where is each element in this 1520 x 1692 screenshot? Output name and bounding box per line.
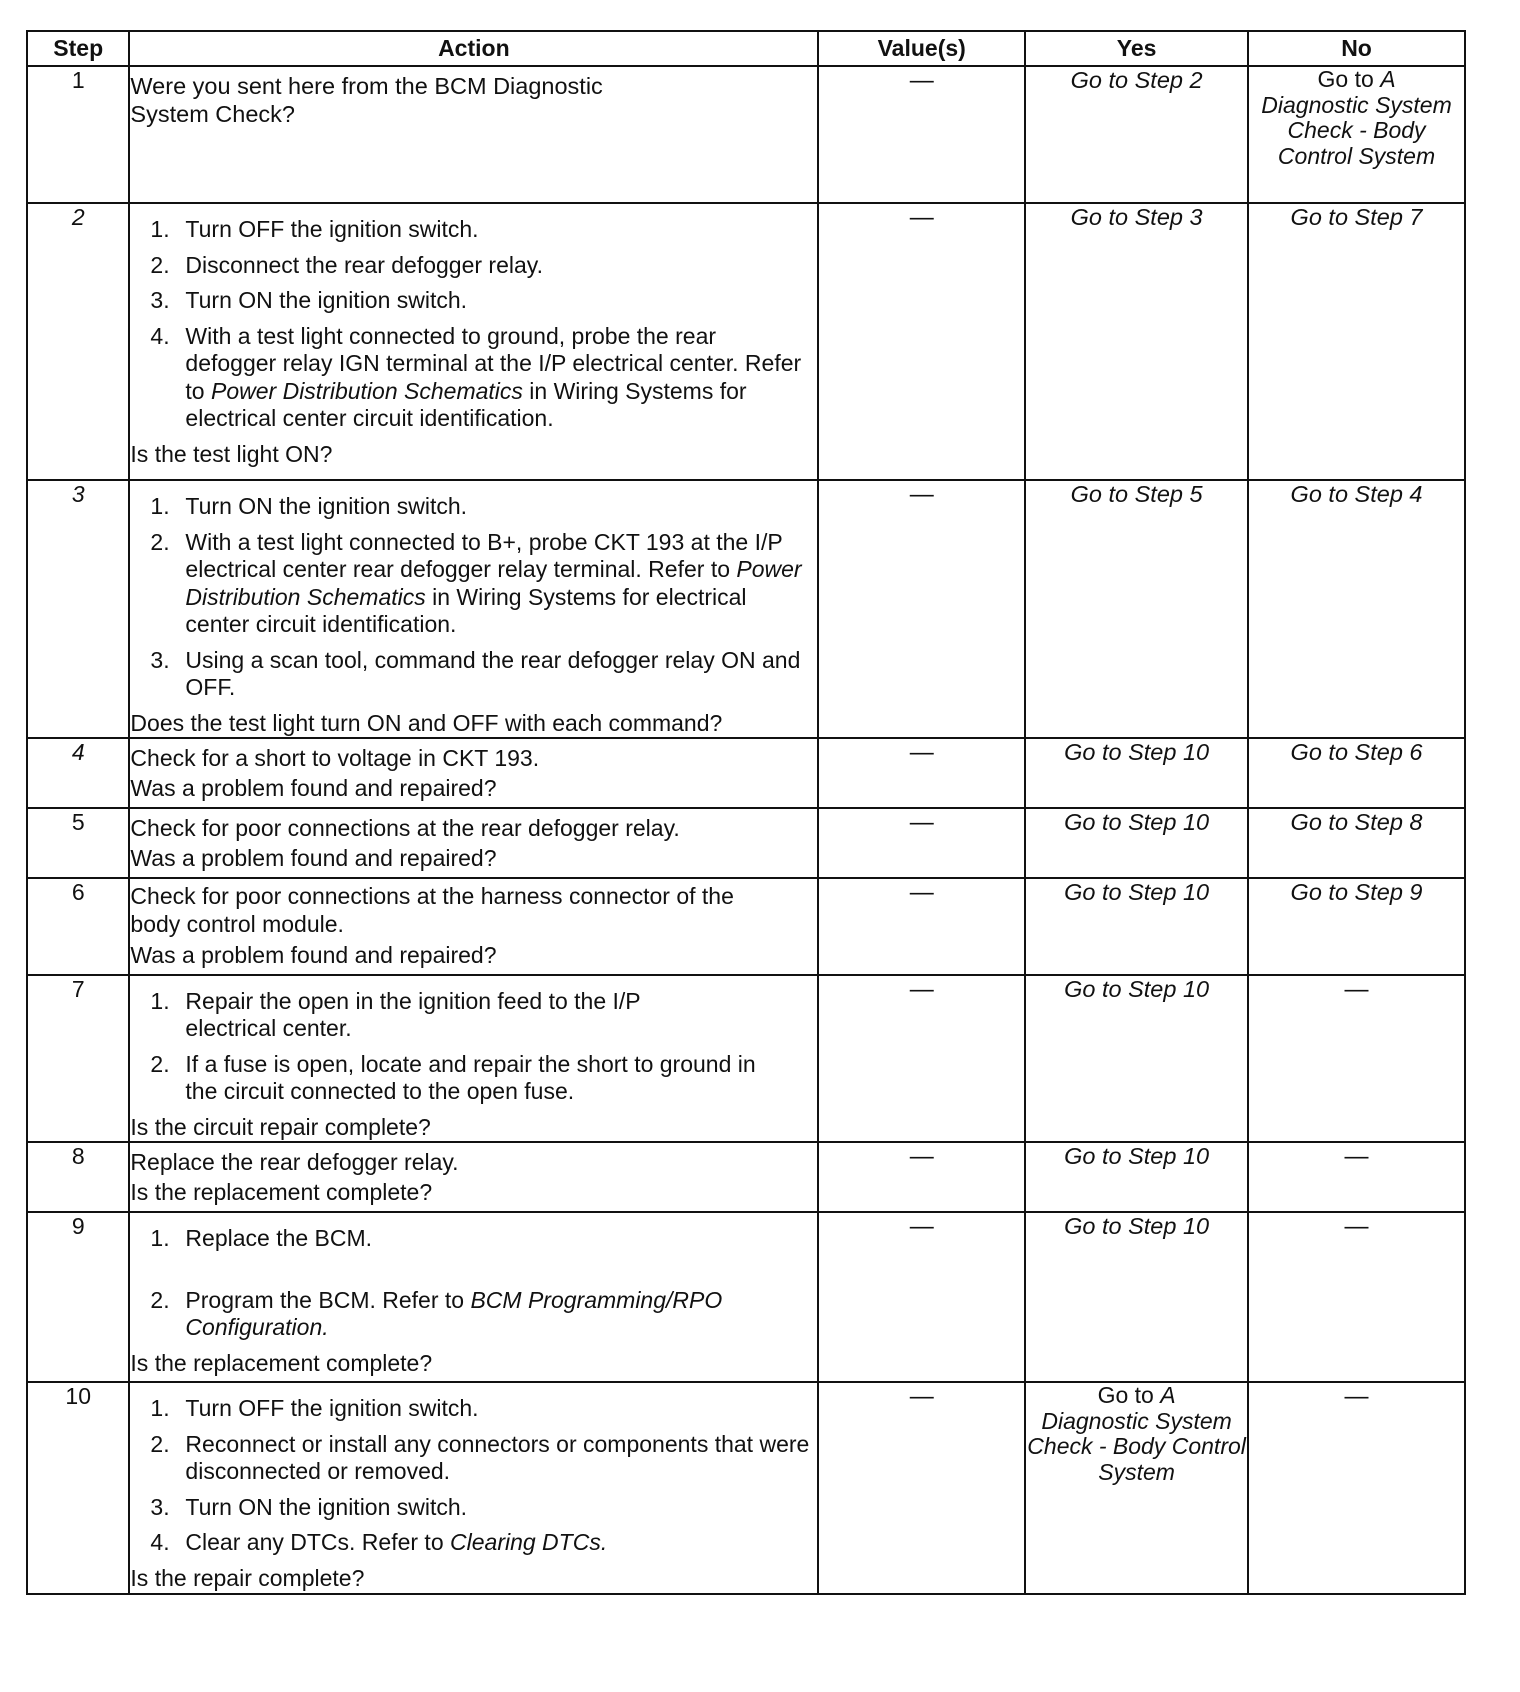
yes-result-prefix: Go to: [1097, 1382, 1161, 1408]
yes-result: Go to Step 10: [1025, 738, 1248, 808]
item-number: 2.: [150, 1430, 170, 1457]
item-number: 2.: [150, 528, 170, 555]
header-action: Action: [129, 31, 818, 66]
list-item: [130, 647, 817, 702]
table-row: [27, 878, 1465, 975]
item-number: 1.: [150, 1395, 170, 1421]
action-text: Check for poor connections at the harness connector of the body control module.: [130, 883, 734, 937]
item-text: Clear any DTCs. Refer to: [185, 1529, 451, 1555]
list-item: [130, 1051, 777, 1106]
value-cell: —: [818, 878, 1025, 975]
question-text: Was a problem found and repaired?: [130, 775, 497, 801]
header-step: Step: [27, 31, 129, 66]
table-row: [27, 1212, 1465, 1382]
no-result-prefix: Go to: [1317, 66, 1381, 92]
value-cell: —: [818, 738, 1025, 808]
action-cell: [129, 878, 818, 975]
yes-result: [1025, 1382, 1248, 1594]
action-list: [130, 493, 817, 702]
action-cell: [129, 738, 818, 808]
list-item: [130, 529, 817, 639]
yes-result: Go to Step 10: [1025, 975, 1248, 1143]
header-no: No: [1248, 31, 1465, 66]
no-result: Go to Step 7: [1248, 203, 1465, 480]
header-row: [27, 31, 1465, 66]
no-result-ref-a: A: [1380, 66, 1396, 92]
action-cell: [129, 66, 818, 203]
item-number: 3.: [150, 287, 170, 313]
list-item: [130, 1395, 817, 1423]
table-row: [27, 738, 1465, 808]
table-row: [27, 66, 1465, 203]
list-item: [130, 1494, 817, 1522]
action-cell: [129, 1382, 818, 1594]
list-item: [130, 216, 817, 244]
item-text: With a test light connected to B+, probe CKT 193 at the I/P electrical center rear defogger relay terminal. Refer to: [185, 528, 783, 582]
step-number: 1: [27, 66, 129, 203]
no-result: [1248, 66, 1465, 203]
list-item: [130, 1529, 817, 1557]
table-row: [27, 1142, 1465, 1212]
table-row: [27, 808, 1465, 878]
table-row: [27, 975, 1465, 1143]
item-text: Turn ON the ignition switch.: [185, 493, 468, 519]
value-cell: —: [818, 1382, 1025, 1594]
item-number: 4.: [150, 1529, 170, 1555]
item-reference: Clearing DTCs.: [450, 1529, 608, 1555]
item-number: 1.: [150, 216, 170, 242]
action-cell: [129, 808, 818, 878]
value-cell: —: [818, 480, 1025, 738]
list-item: [130, 323, 817, 433]
item-number: 3.: [150, 1493, 170, 1520]
action-cell: [129, 975, 818, 1143]
value-cell: —: [818, 808, 1025, 878]
item-reference: Power Distribution Schematics: [185, 556, 802, 610]
item-number: 1.: [150, 493, 170, 519]
yes-result: Go to Step 3: [1025, 203, 1248, 480]
list-item: [130, 287, 817, 315]
yes-result-ref: Diagnostic System Check - Body Control System: [1027, 1407, 1246, 1485]
list-item: [130, 1287, 817, 1342]
value-cell: —: [818, 1142, 1025, 1212]
item-text: in Wiring Systems for electrical center circuit identification.: [185, 377, 747, 431]
list-item: [130, 1225, 817, 1253]
step-number: 6: [27, 878, 129, 975]
item-text: If a fuse is open, locate and repair the short to ground in the circuit connected to the open fuse.: [185, 1050, 756, 1104]
step-number: 2: [27, 203, 129, 480]
no-result: —: [1248, 1212, 1465, 1382]
item-text: With a test light connected to ground, probe the rear defogger relay IGN terminal at the I/P electrical center. Refer to: [185, 322, 802, 404]
question-text: Was a problem found and repaired?: [130, 845, 497, 871]
list-item: [130, 1431, 817, 1486]
item-reference: BCM Programming/RPO Configuration.: [185, 1286, 723, 1340]
header-values: Value(s): [818, 31, 1025, 66]
item-text: Repair the open in the ignition feed to the I/P electrical center.: [185, 987, 641, 1041]
yes-result-ref-a: A: [1160, 1382, 1176, 1408]
step-number: 4: [27, 738, 129, 808]
action-list: [130, 216, 817, 433]
item-number: 1.: [150, 987, 170, 1014]
list-item: [130, 252, 817, 280]
action-text: Were you sent here from the BCM Diagnostic System Check?: [130, 73, 603, 127]
yes-result: Go to Step 10: [1025, 878, 1248, 975]
table-row: [27, 480, 1465, 738]
question-text: Was a problem found and repaired?: [130, 942, 497, 968]
no-result: Go to Step 9: [1248, 878, 1465, 975]
item-text: Turn OFF the ignition switch.: [185, 1395, 479, 1421]
item-number: 2.: [150, 251, 170, 278]
header-yes: Yes: [1025, 31, 1248, 66]
list-item: [130, 493, 817, 521]
question-text: Is the test light ON?: [130, 440, 333, 467]
item-text: in Wiring Systems for electrical center circuit identification.: [185, 583, 747, 637]
step-number: 5: [27, 808, 129, 878]
action-text: Check for poor connections at the rear defogger relay.: [130, 815, 680, 841]
yes-result: Go to Step 10: [1025, 808, 1248, 878]
no-result: —: [1248, 1382, 1465, 1594]
no-result: Go to Step 6: [1248, 738, 1465, 808]
action-text: Check for a short to voltage in CKT 193.: [130, 745, 540, 771]
no-result: Go to Step 8: [1248, 808, 1465, 878]
item-text: Disconnect the rear defogger relay.: [185, 251, 543, 278]
item-text: Replace the BCM.: [185, 1225, 373, 1251]
table-row: [27, 203, 1465, 480]
action-list: [130, 1225, 817, 1342]
item-text: Program the BCM. Refer to: [185, 1286, 471, 1313]
no-result: —: [1248, 975, 1465, 1143]
value-cell: —: [818, 66, 1025, 203]
item-text: Using a scan tool, command the rear defogger relay ON and OFF.: [185, 646, 801, 700]
yes-result: Go to Step 10: [1025, 1212, 1248, 1382]
item-text: Reconnect or install any connectors or components that were disconnected or removed.: [185, 1430, 810, 1484]
question-text: Is the replacement complete?: [130, 1349, 433, 1376]
action-text: Replace the rear defogger relay.: [130, 1149, 459, 1175]
item-number: 4.: [150, 322, 170, 349]
action-cell: [129, 480, 818, 738]
item-number: 2.: [150, 1050, 170, 1077]
question-text: Is the circuit repair complete?: [130, 1113, 431, 1140]
yes-result: Go to Step 2: [1025, 66, 1248, 203]
value-cell: —: [818, 1212, 1025, 1382]
value-cell: —: [818, 975, 1025, 1143]
yes-result: Go to Step 10: [1025, 1142, 1248, 1212]
step-number: 3: [27, 480, 129, 738]
step-number: 7: [27, 975, 129, 1143]
action-cell: [129, 203, 818, 480]
item-text: Turn ON the ignition switch.: [185, 287, 468, 313]
question-text: Is the repair complete?: [130, 1564, 365, 1591]
no-result: —: [1248, 1142, 1465, 1212]
diagnostic-table: [26, 30, 1466, 1595]
item-number: 1.: [150, 1225, 170, 1251]
step-number: 9: [27, 1212, 129, 1382]
action-list: [130, 1395, 817, 1557]
list-item: [130, 988, 777, 1043]
item-text: Turn ON the ignition switch.: [185, 1493, 468, 1520]
no-result: Go to Step 4: [1248, 480, 1465, 738]
no-result-ref: Diagnostic System Check - Body Control System: [1261, 91, 1452, 169]
item-number: 2.: [150, 1286, 170, 1313]
step-number: 10: [27, 1382, 129, 1594]
item-text: Turn OFF the ignition switch.: [185, 216, 479, 242]
action-list: [130, 988, 777, 1106]
table-row: [27, 1382, 1465, 1594]
action-cell: [129, 1212, 818, 1382]
item-reference: Power Distribution Schematics: [211, 377, 523, 404]
yes-result: Go to Step 5: [1025, 480, 1248, 738]
action-cell: [129, 1142, 818, 1212]
step-number: 8: [27, 1142, 129, 1212]
question-text: Is the replacement complete?: [130, 1179, 433, 1205]
question-text: Does the test light turn ON and OFF with each command?: [130, 709, 723, 736]
item-number: 3.: [150, 646, 170, 673]
value-cell: —: [818, 203, 1025, 480]
